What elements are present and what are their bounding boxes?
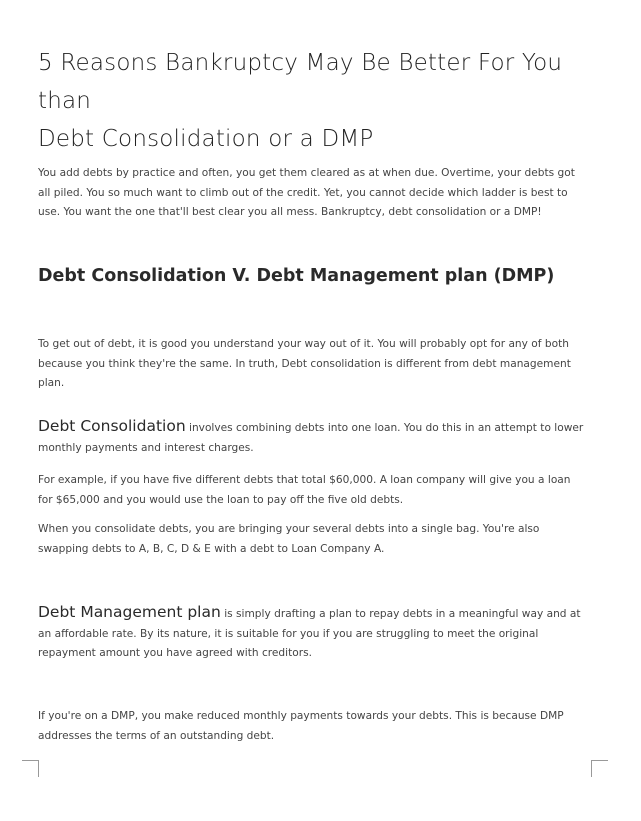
title-line-1: 5 Reasons Bankruptcy May Be Better For You than [38, 50, 563, 114]
dmp-note-paragraph: If you're on a DMP, you make reduced monthly payments towards your debts. This is because DMP addresses the terms of an outstanding debt. [38, 710, 564, 742]
management-term: Debt Management plan [38, 603, 221, 621]
title-line-2: Debt Consolidation or a DMP [38, 126, 374, 152]
consolidation-explanation-paragraph: When you consolidate debts, you are bringing your several debts into a single bag. You're also swapping debts to A, B, C, D & E with a debt to Loan Company A. [38, 523, 540, 555]
page-title [38, 44, 598, 158]
page-corner-mark-left [22, 760, 39, 777]
page-corner-mark-right [591, 760, 608, 777]
management-definition: is simply drafting a plan to repay debts in a meaningful way and at an affordable rate. By its nature, it is suitable for you if you are struggling to meet the original repayment amount you have agreed with creditors. [38, 608, 581, 659]
intro-paragraph: You add debts by practice and often, you get them cleared as at when due. Overtime, your debts got all piled. You so much want to climb out of the credit. Yet, you cannot decide which ladder is best to use. You want the one that'll best clear you all mess. Bankruptcy, debt consolidation or a DMP! [38, 167, 575, 218]
consolidation-term: Debt Consolidation [38, 417, 186, 435]
section-heading: Debt Consolidation V. Debt Management plan (DMP) [38, 266, 555, 286]
consolidation-definition: involves combining debts into one loan. You do this in an attempt to lower monthly payments and interest charges. [38, 422, 584, 454]
consolidation-example-paragraph: For example, if you have five different debts that total $60,000. A loan company will give you a loan for $65,000 and you would use the loan to pay off the five old debts. [38, 474, 571, 506]
consolidation-paragraph [38, 417, 586, 458]
management-paragraph [38, 603, 586, 664]
section-intro-paragraph: To get out of debt, it is good you understand your way out of it. You will probably opt for any of both because you think they're the same. In truth, Debt consolidation is different from debt management plan. [38, 338, 571, 389]
